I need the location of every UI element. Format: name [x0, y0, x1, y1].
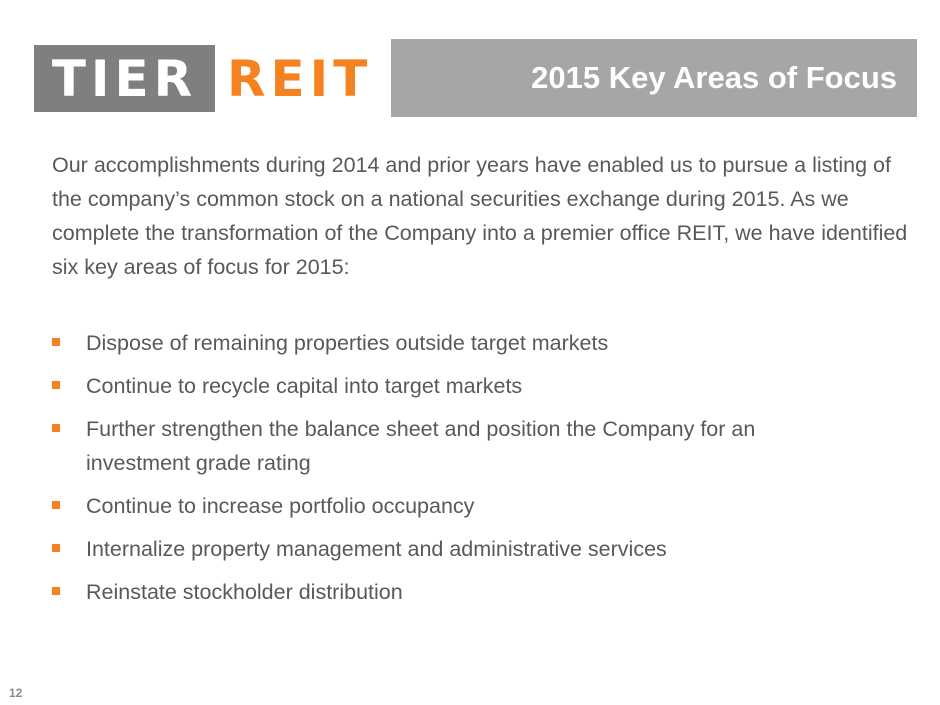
- square-bullet-icon: [52, 424, 60, 432]
- square-bullet-icon: [52, 587, 60, 595]
- intro-paragraph: Our accomplishments during 2014 and prior years have enabled us to pursue a listing of the company’s common stock on a national securities exchange during 2015. As we complete the transformation of the Company into a premier office REIT, we have identified six key areas of focus for 2015:: [52, 153, 908, 279]
- list-item: [52, 532, 812, 566]
- list-item-text: Further strengthen the balance sheet and position the Company for an investment grade rating: [86, 417, 756, 475]
- focus-areas-list: [52, 326, 812, 618]
- list-item-text: Internalize property management and administrative services: [86, 537, 667, 561]
- list-item: [52, 575, 812, 609]
- square-bullet-icon: [52, 338, 60, 346]
- list-item-text: Reinstate stockholder distribution: [86, 580, 403, 604]
- page-number: 12: [9, 686, 23, 700]
- slide-title: 2015 Key Areas of Focus: [531, 60, 897, 95]
- title-bar: [391, 39, 917, 117]
- square-bullet-icon: [52, 381, 60, 389]
- list-item: [52, 369, 812, 403]
- list-item-text: Continue to increase portfolio occupancy: [86, 494, 475, 518]
- list-item: [52, 326, 812, 360]
- list-item-text: Continue to recycle capital into target markets: [86, 374, 523, 398]
- square-bullet-icon: [52, 544, 60, 552]
- list-item-text: Dispose of remaining properties outside target markets: [86, 331, 609, 355]
- tier-reit-logo: [34, 45, 372, 112]
- square-bullet-icon: [52, 501, 60, 509]
- list-item: [52, 489, 812, 523]
- list-item: [52, 412, 812, 480]
- logo-tier-block: TIER: [34, 45, 215, 112]
- logo-reit-text: REIT: [227, 49, 373, 108]
